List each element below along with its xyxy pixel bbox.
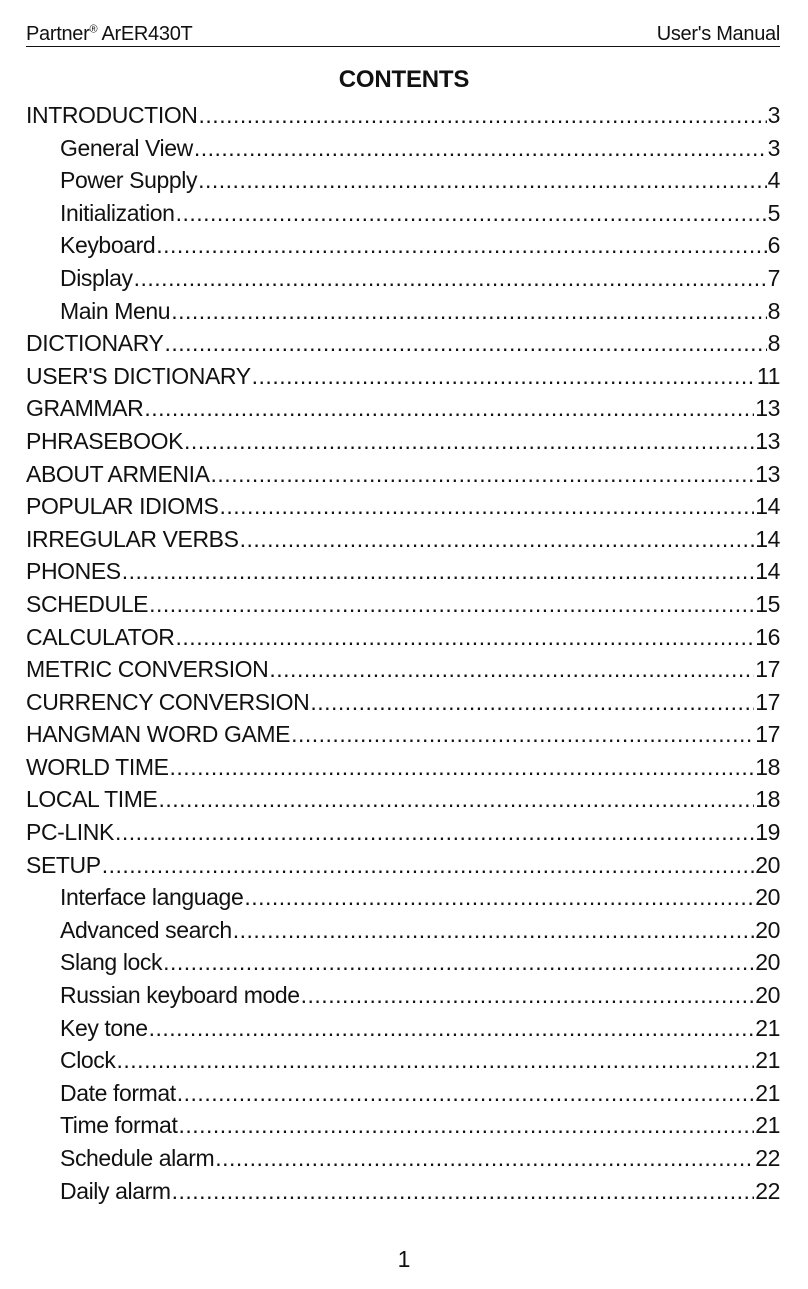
toc-entry-page: 11	[756, 362, 780, 389]
toc-dot-leader	[178, 1112, 754, 1139]
toc-entry[interactable]	[26, 298, 780, 331]
toc-entry[interactable]	[26, 265, 780, 298]
toc-entry-page: 16	[755, 623, 780, 650]
toc-entry-label: Date format	[60, 1079, 176, 1106]
toc-entry-page: 3	[767, 134, 780, 161]
toc-entry-page: 3	[767, 102, 780, 128]
contents-title: CONTENTS	[338, 66, 470, 93]
toc-entry-label: LOCAL TIME	[26, 786, 158, 813]
toc-dot-leader	[172, 1178, 755, 1205]
toc-dot-leader	[149, 591, 754, 618]
toc-entry-page: 15	[755, 590, 780, 617]
toc-entry-page: 22	[755, 1145, 780, 1171]
toc-entry-page: 20	[755, 851, 780, 878]
toc-entry-label: Key tone	[60, 1014, 148, 1041]
toc-entry-page: 8	[767, 297, 780, 324]
toc-dot-leader	[176, 200, 767, 227]
toc-dot-leader	[117, 1047, 755, 1074]
toc-dot-leader	[199, 102, 767, 129]
toc-entry[interactable]	[26, 852, 780, 885]
toc-entry-page: 6	[767, 232, 780, 259]
toc-dot-leader	[198, 167, 766, 194]
toc-dot-leader	[134, 265, 767, 292]
toc-entry[interactable]	[26, 949, 780, 982]
header-brand: Partner	[26, 23, 90, 45]
toc-entry-label: Initialization	[60, 199, 175, 226]
header-product	[26, 23, 192, 46]
toc-entry[interactable]	[26, 656, 780, 689]
toc-entry[interactable]	[26, 1047, 780, 1080]
toc-dot-leader	[144, 395, 754, 422]
toc-entry-label: Schedule alarm	[60, 1145, 215, 1171]
toc-entry[interactable]	[26, 689, 780, 722]
toc-dot-leader	[291, 721, 754, 748]
toc-entry-label: Slang lock	[60, 949, 163, 976]
toc-entry[interactable]	[26, 982, 780, 1015]
toc-entry[interactable]	[26, 1015, 780, 1048]
toc-entry-page: 18	[755, 786, 780, 813]
toc-entry-label: Interface language	[60, 884, 244, 911]
toc-entry-page: 14	[755, 493, 780, 520]
toc-entry[interactable]	[26, 428, 780, 461]
toc-entry[interactable]	[26, 1178, 780, 1211]
toc-dot-leader	[301, 982, 755, 1009]
toc-dot-leader	[211, 461, 755, 488]
toc-entry[interactable]	[26, 167, 780, 200]
toc-entry-label: PHRASEBOOK	[26, 427, 184, 454]
toc-entry[interactable]	[26, 200, 780, 233]
toc-entry-page: 14	[755, 558, 780, 585]
toc-dot-leader	[220, 493, 755, 520]
toc-entry-label: POPULAR IDIOMS	[26, 493, 219, 520]
toc-entry-page: 20	[755, 884, 780, 911]
toc-dot-leader	[149, 1015, 755, 1042]
toc-entry-label: Clock	[60, 1047, 116, 1074]
toc-dot-leader	[122, 558, 754, 585]
toc-entry[interactable]	[26, 135, 780, 168]
toc-entry[interactable]	[26, 1112, 780, 1145]
toc-entry-page: 21	[755, 1047, 780, 1074]
toc-entry-label: PHONES	[26, 558, 121, 585]
table-of-contents	[26, 102, 780, 1210]
toc-entry[interactable]	[26, 754, 780, 787]
toc-dot-leader	[215, 1145, 754, 1172]
toc-entry-label: Russian keyboard mode	[60, 982, 300, 1009]
toc-dot-leader	[164, 330, 766, 357]
toc-dot-leader	[194, 135, 767, 162]
toc-entry[interactable]	[26, 526, 780, 559]
toc-entry-page: 13	[755, 395, 780, 422]
toc-entry[interactable]	[26, 395, 780, 428]
toc-entry-label: IRREGULAR VERBS	[26, 525, 239, 552]
toc-entry[interactable]	[26, 1080, 780, 1113]
toc-entry[interactable]	[26, 363, 780, 396]
toc-dot-leader	[252, 363, 756, 390]
toc-entry-page: 18	[755, 753, 780, 780]
toc-entry-page: 21	[755, 1014, 780, 1041]
toc-dot-leader	[240, 526, 755, 553]
toc-dot-leader	[244, 884, 754, 911]
toc-entry-label: Keyboard	[60, 232, 156, 259]
toc-entry-page: 17	[755, 688, 780, 715]
toc-entry-label: ABOUT ARMENIA	[26, 460, 210, 487]
toc-entry-label: PC-LINK	[26, 819, 114, 846]
toc-dot-leader	[102, 852, 755, 879]
toc-entry[interactable]	[26, 884, 780, 917]
toc-entry-label: WORLD TIME	[26, 753, 169, 780]
toc-entry-label: CALCULATOR	[26, 623, 175, 650]
toc-entry-label: HANGMAN WORD GAME	[26, 721, 291, 748]
toc-dot-leader	[170, 754, 755, 781]
header-manual-title: User's Manual	[656, 23, 780, 45]
page-number: 1	[397, 1246, 411, 1272]
toc-dot-leader	[184, 428, 754, 455]
toc-dot-leader	[163, 949, 754, 976]
toc-entry[interactable]	[26, 558, 780, 591]
toc-entry-page: 13	[755, 460, 780, 487]
registered-mark: ®	[89, 23, 98, 36]
toc-entry-label: General View	[60, 134, 193, 161]
toc-entry-page: 14	[755, 525, 780, 552]
toc-entry-page: 8	[767, 330, 780, 357]
toc-entry[interactable]	[26, 591, 780, 624]
toc-entry-label: Time format	[60, 1112, 178, 1139]
toc-dot-leader	[115, 819, 754, 846]
toc-entry[interactable]	[26, 917, 780, 950]
toc-dot-leader	[310, 689, 754, 716]
toc-entry[interactable]	[26, 624, 780, 657]
toc-entry-label: DICTIONARY	[26, 330, 164, 357]
toc-entry-page: 20	[755, 949, 780, 976]
toc-entry-label: Advanced search	[60, 916, 232, 943]
toc-entry-label: Daily alarm	[60, 1177, 171, 1204]
toc-entry-page: 5	[767, 199, 780, 226]
toc-entry-label: INTRODUCTION	[26, 102, 198, 128]
toc-entry[interactable]	[26, 721, 780, 754]
toc-entry[interactable]	[26, 1145, 780, 1178]
toc-entry[interactable]	[26, 102, 780, 135]
toc-dot-leader	[176, 624, 755, 651]
toc-entry-label: SETUP	[26, 851, 101, 878]
toc-entry[interactable]	[26, 819, 780, 852]
toc-entry-page: 17	[755, 656, 780, 683]
toc-entry[interactable]	[26, 461, 780, 494]
toc-entry-label: GRAMMAR	[26, 395, 144, 422]
toc-dot-leader	[159, 786, 755, 813]
toc-entry-page: 21	[755, 1112, 780, 1139]
toc-entry-page: 20	[755, 982, 780, 1009]
toc-entry-page: 13	[755, 427, 780, 454]
header-model: ArER430T	[97, 23, 193, 45]
toc-entry-label: Power Supply	[60, 167, 198, 194]
toc-entry-page: 7	[767, 264, 780, 291]
toc-entry-page: 17	[755, 721, 780, 748]
toc-entry-label: USER'S DICTIONARY	[26, 362, 251, 389]
toc-entry[interactable]	[26, 786, 780, 819]
toc-dot-leader	[171, 298, 766, 325]
toc-dot-leader	[156, 232, 766, 259]
toc-entry[interactable]	[26, 330, 780, 363]
toc-entry-page: 22	[755, 1177, 780, 1204]
toc-entry[interactable]	[26, 493, 780, 526]
toc-entry-page: 19	[755, 819, 780, 846]
toc-entry-page: 4	[767, 167, 780, 194]
toc-entry-label: CURRENCY CONVERSION	[26, 688, 310, 715]
toc-entry-page: 20	[755, 916, 780, 943]
toc-entry-label: Main Menu	[60, 297, 171, 324]
toc-entry-label: Display	[60, 264, 133, 291]
toc-dot-leader	[269, 656, 754, 683]
toc-entry[interactable]	[26, 232, 780, 265]
toc-dot-leader	[233, 917, 754, 944]
page-header	[26, 16, 780, 47]
toc-dot-leader	[177, 1080, 754, 1107]
toc-entry-label: SCHEDULE	[26, 590, 149, 617]
toc-entry-label: METRIC CONVERSION	[26, 656, 269, 683]
toc-entry-page: 21	[755, 1079, 780, 1106]
